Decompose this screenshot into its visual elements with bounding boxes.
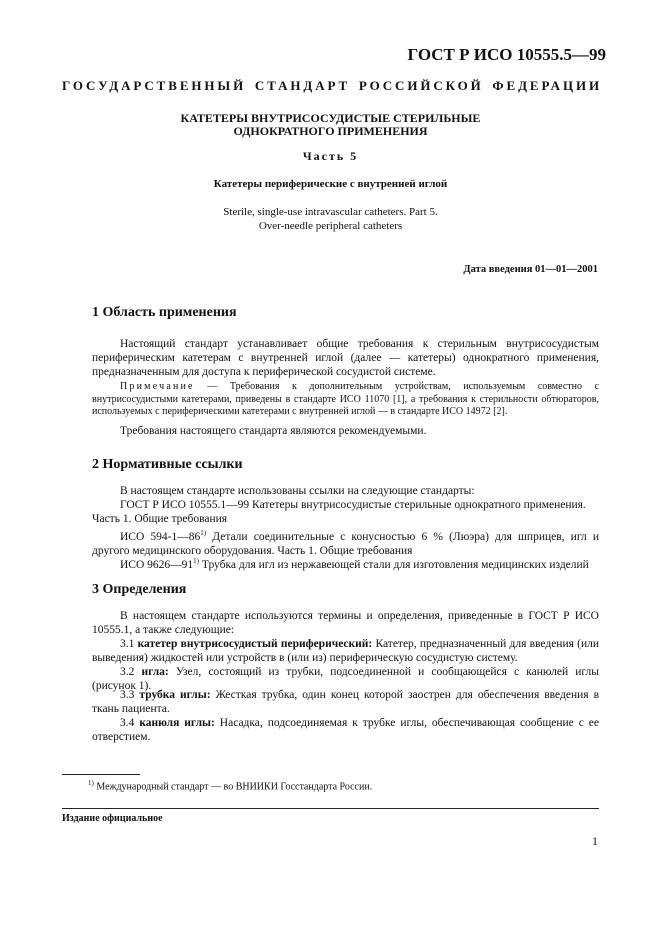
part-label: Часть 5 bbox=[302, 149, 359, 163]
definition-number: 3.3 bbox=[120, 689, 140, 701]
reference-3 bbox=[92, 554, 599, 572]
definition-term: трубка иглы: bbox=[139, 689, 211, 701]
document-number: ГОСТ Р ИСО 10555.5—99 bbox=[407, 45, 606, 64]
section-1-heading: 1 Область применения bbox=[92, 305, 237, 320]
reference-2-footnote-mark: 1) bbox=[200, 529, 207, 537]
reference-1-line-1: ГОСТ Р ИСО 10555.1—99 Катетеры внутрисосудистые стерильные однократного применения. bbox=[120, 499, 586, 511]
english-title-line-2: Over-needle peripheral catheters bbox=[258, 220, 403, 232]
reference-3-text: Трубка для игл из нержавеющей стали для изготовления медицинских изделий bbox=[199, 558, 589, 571]
definition-3-4 bbox=[92, 716, 599, 744]
introduction-date: Дата введения 01—01—2001 bbox=[463, 264, 598, 275]
definition-term: игла: bbox=[141, 666, 169, 678]
section-1-paragraph: Настоящий стандарт устанавливает общие требования к стерильным внутрисосудистым периферическим катетерам с внутренней иглой (далее — катетеры) однократного применения, предназначенным для доступа к периферической сосудистой системе. bbox=[92, 338, 599, 378]
reference-3-code: ИСО 9626—91 bbox=[120, 558, 194, 571]
document-title bbox=[0, 112, 661, 138]
english-title bbox=[0, 205, 661, 233]
reference-1-line-2: Часть 1. Общие требования bbox=[92, 513, 228, 525]
footnote bbox=[88, 779, 372, 792]
reference-2-text: Детали соединительные с конусностью 6 % (Люэра) для шприцев, игл и другого медицинского оборудования. Часть 1. Общие требования bbox=[92, 530, 599, 557]
section-3-heading: 3 Определения bbox=[92, 582, 187, 597]
note-text: — Требования к дополнительным устройствам, используемым совместно с внутрисосудистыми катетерами, приведены в стандарте ИСО 11070 [1], а требования к стерильности обтюраторов, используемых с периферическими катетерами с внутренней иглой — в стандарте ИСО 14972 [2]. bbox=[92, 381, 599, 417]
definition-term: канюля иглы: bbox=[139, 717, 215, 729]
title-line-2: ОДНОКРАТНОГО ПРИМЕНЕНИЯ bbox=[233, 124, 428, 138]
definition-number: 3.2 bbox=[120, 666, 142, 678]
footer-rule bbox=[62, 808, 599, 809]
subtitle: Катетеры периферические с внутренней иглой bbox=[213, 178, 448, 190]
definition-number: 3.1 bbox=[120, 638, 138, 650]
definition-3-1 bbox=[92, 637, 599, 665]
state-standard-banner: ГОСУДАРСТВЕННЫЙ СТАНДАРТ РОССИЙСКОЙ ФЕДЕРАЦИИ bbox=[62, 78, 602, 93]
definition-number: 3.4 bbox=[120, 717, 140, 729]
english-title-line-1: Sterile, single-use intravascular catheters. Part 5. bbox=[223, 206, 438, 218]
section-1-note bbox=[92, 381, 599, 419]
title-line-1: КАТЕТЕРЫ ВНУТРИСОСУДИСТЫЕ СТЕРИЛЬНЫЕ bbox=[180, 111, 481, 125]
section-3-intro: В настоящем стандарте используются термины и определения, приведенные в ГОСТ Р ИСО 10555.1, а также следующие: bbox=[92, 610, 599, 636]
definition-3-3 bbox=[92, 688, 599, 716]
edition-label: Издание официальное bbox=[62, 813, 163, 824]
reference-2-code: ИСО 594-1—86 bbox=[120, 530, 201, 543]
footnote-mark: 1) bbox=[88, 779, 94, 787]
definition-term: катетер внутрисосудистый периферический: bbox=[137, 638, 373, 650]
section-1-recommendation: Требования настоящего стандарта являются рекомендуемыми. bbox=[120, 425, 427, 437]
footnote-text: Международный стандарт — во ВНИИКИ Госстандарта России. bbox=[93, 781, 373, 793]
section-2-heading: 2 Нормативные ссылки bbox=[92, 457, 243, 472]
section-2-intro: В настоящем стандарте использованы ссылки на следующие стандарты: bbox=[120, 485, 475, 497]
definition-text: Узел, состоящий из трубки, подсоединенной и сообщающейся с канюлей иглы (рисунок 1). bbox=[92, 666, 600, 692]
definition-text: Катетер, предназначенный для введения (или выведения) жидкостей или устройств в (или из) периферическую сосудистую систему. bbox=[92, 638, 599, 664]
footnote-separator bbox=[62, 774, 140, 775]
note-label: Примечание bbox=[120, 381, 195, 392]
definition-text: Жесткая трубка, один конец которой заострен для обеспечения введения в ткань пациента. bbox=[92, 689, 600, 715]
definition-text: Насадка, подсоединяемая к трубке иглы, обеспечивающая сообщение с ее отверстием. bbox=[92, 717, 600, 743]
page-number: 1 bbox=[592, 834, 598, 848]
reference-3-footnote-mark: 1) bbox=[193, 557, 199, 565]
